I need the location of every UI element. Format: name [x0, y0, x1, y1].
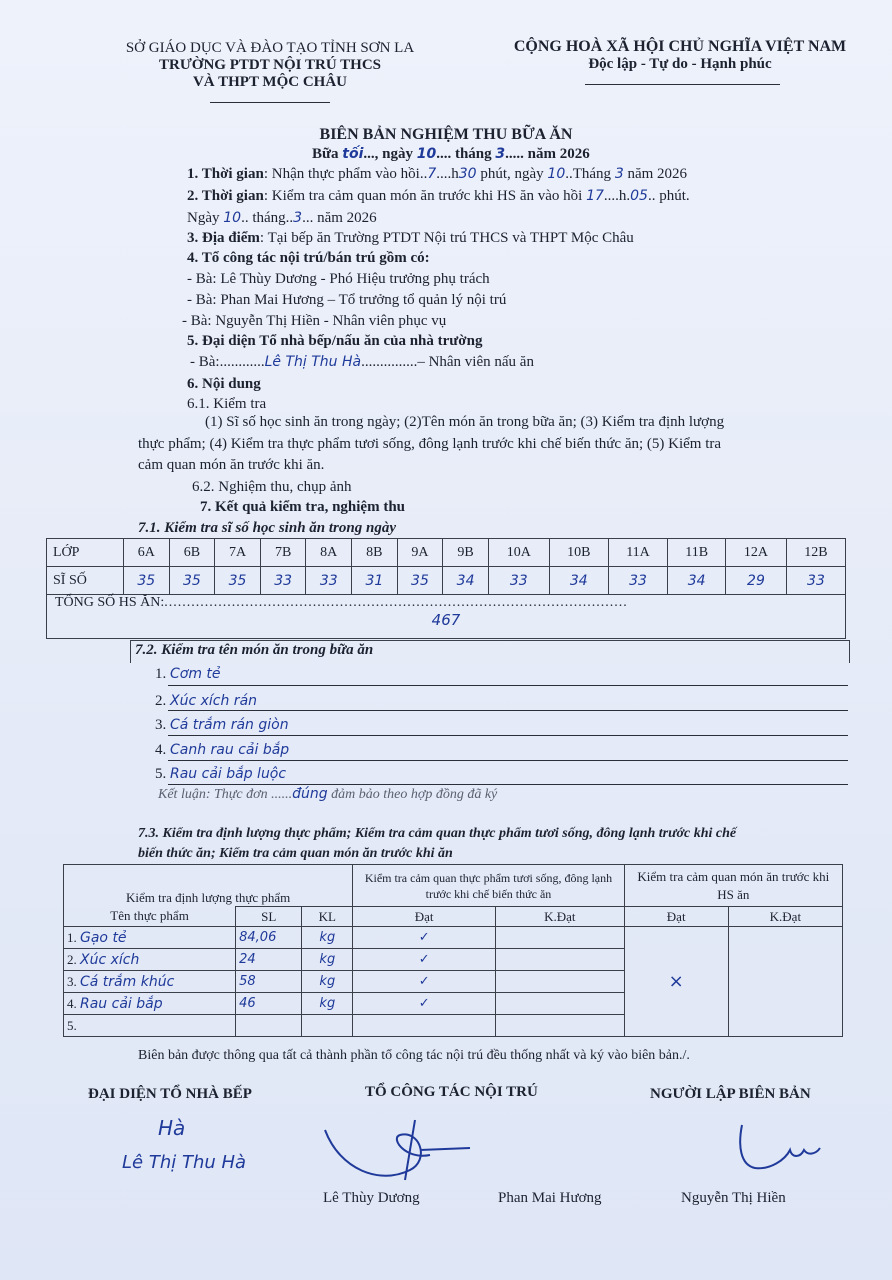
fresh-dat — [353, 1015, 496, 1037]
row-num: 4. — [67, 995, 77, 1011]
dish-line — [168, 784, 848, 785]
section-2-text: : Kiểm tra cảm quan món ăn trước khi HS ăn vào hồi — [263, 188, 583, 204]
section-6-para-1: (1) Sĩ số học sinh ăn trong ngày; (2)Tên món ăn trong bữa ăn; (3) Kiểm tra định lượng — [205, 414, 725, 430]
food-kl: kg — [302, 927, 353, 949]
year-label: năm 2026 — [627, 166, 688, 182]
food-sl: 58 — [236, 971, 302, 993]
class-cell: 12A — [726, 539, 787, 567]
dish-item — [155, 693, 257, 710]
closing-statement: Biên bản được thông qua tất cả thành phần tổ công tác nội trú đều thống nhất và ký vào biên bản./. — [138, 1048, 690, 1063]
writer-name: Nguyễn Thị Hiền — [681, 1190, 786, 1206]
minute-unit-2: .. phút. — [647, 188, 690, 204]
month-label-2: tháng — [252, 210, 286, 226]
conclusion: Kết luận: Thực đơn ......đúng đảm bảo theo hợp đồng đã ký — [158, 786, 498, 802]
class-count-table — [46, 538, 846, 639]
fresh-kdat-header: K.Đạt — [495, 907, 624, 927]
dish-line — [168, 710, 848, 711]
class-row-label: LỚP — [47, 539, 124, 567]
food-name-cell — [64, 971, 236, 993]
school-name-2: VÀ THPT MỘC CHÂU — [192, 74, 348, 90]
food-kl: kg — [302, 949, 353, 971]
section-2-label: 2. Thời gian — [187, 188, 264, 204]
food-name: Cá trắm khúc — [80, 973, 175, 990]
count-row-label: SĨ SỐ — [47, 567, 124, 595]
section-1: 1. Thời gian: Nhận thực phẩm vào hồi..7....h30 phút, ngày 10..Tháng 3 năm 2026 — [187, 166, 688, 182]
dish-item — [155, 717, 289, 734]
total-cell: TỔNG SỐ HS ĂN:....................................................................................................... 467 — [47, 595, 846, 639]
class-cell: 6A — [124, 539, 170, 567]
doc-subtitle — [312, 146, 590, 163]
section-6-label: 6. Nội dung — [187, 376, 261, 392]
fresh-kdat — [495, 1015, 624, 1037]
cook-name: Lê Thị Thu Hà — [264, 354, 362, 370]
team-title: TỔ CÔNG TÁC NỘI TRÚ — [365, 1084, 538, 1100]
minute-unit: phút, ngày — [480, 166, 544, 182]
dish-num: 1. — [155, 666, 167, 682]
check-month: 3 — [293, 210, 303, 226]
dish-name: Canh rau cải bắp — [170, 742, 290, 758]
month-label: Tháng — [572, 166, 612, 182]
name-header: Tên thực phẩm — [64, 907, 236, 927]
count-cell: 33 — [786, 567, 845, 595]
fresh-dat: ✓ — [353, 971, 496, 993]
thang-value: 3 — [495, 146, 506, 162]
count-cell: 34 — [668, 567, 726, 595]
count-row — [47, 567, 846, 595]
food-name: Rau cải bắp — [80, 995, 163, 1012]
header-left — [110, 40, 430, 91]
dish-line — [168, 760, 848, 761]
thang-label: .... tháng — [436, 146, 492, 162]
section-3-label: 3. Địa điểm — [187, 230, 260, 246]
food-sl — [236, 1015, 302, 1037]
section-7-label: 7. Kết quả kiểm tra, nghiệm thu — [200, 499, 406, 515]
section-6-1: 6.1. Kiểm tra — [187, 396, 267, 412]
food-sl: 24 — [236, 949, 302, 971]
count-cell: 34 — [443, 567, 489, 595]
class-cell: 9B — [443, 539, 489, 567]
class-cell: 10B — [549, 539, 608, 567]
section-3-text: : Tại bếp ăn Trường PTDT Nội trú THCS và THPT Mộc Châu — [259, 230, 634, 246]
dish-item — [155, 666, 221, 683]
section-6-para-3: cảm quan món ăn trước khi ăn. — [138, 457, 325, 473]
count-cell: 35 — [124, 567, 170, 595]
section-2: 2. Thời gian: Kiểm tra cảm quan món ăn trước khi HS ăn vào hồi 17....h.05.. phút. — [187, 188, 690, 204]
school-name-1: TRƯỜNG PTDT NỘI TRÚ THCS — [159, 57, 381, 73]
member-2: - Bà: Phan Mai Hương – Tổ trưởng tổ quản lý nội trú — [187, 292, 507, 308]
sense-header: Kiểm tra cảm quan món ăn trước khi HS ăn — [624, 865, 842, 907]
cook-prefix: - Bà: — [190, 354, 220, 370]
fresh-dat: ✓ — [353, 927, 496, 949]
writer-signature — [730, 1120, 830, 1175]
section-7-3-line-2: biến thức ăn; Kiểm tra cảm quan món ăn trước khi ăn — [138, 846, 453, 861]
food-name-cell — [64, 993, 236, 1015]
food-name: Xúc xích — [80, 951, 140, 968]
section-4-label: 4. Tổ công tác nội trú/bán trú gồm có: — [187, 250, 430, 266]
food-sl: 84,06 — [236, 927, 302, 949]
kitchen-handwritten-name: Lê Thị Thu Hà — [122, 1152, 247, 1173]
section-3 — [187, 230, 634, 247]
department-name: SỞ GIÁO DỤC VÀ ĐÀO TẠO TỈNH SƠN LA — [125, 40, 415, 56]
food-name-cell — [64, 927, 236, 949]
cook-role: – Nhân viên nấu ăn — [417, 354, 534, 370]
fresh-dat-header: Đạt — [353, 907, 496, 927]
section-5-label: 5. Đại diện Tổ nhà bếp/nấu ăn của nhà trường — [187, 333, 483, 349]
dish-name: Cá trắm rán giòn — [170, 717, 289, 733]
receive-minute: 30 — [458, 166, 477, 182]
class-cell: 10A — [488, 539, 549, 567]
food-name: Gạo tẻ — [80, 929, 127, 946]
kitchen-title: ĐẠI DIỆN TỔ NHÀ BẾP — [88, 1086, 252, 1102]
header-right-underline — [585, 84, 780, 85]
total-row — [47, 595, 846, 639]
food-name-cell — [64, 949, 236, 971]
national-title: CỘNG HOÀ XÃ HỘI CHỦ NGHĨA VIỆT NAM — [513, 38, 847, 55]
dish-num: 5. — [155, 766, 167, 782]
conclusion-label: Kết luận: Thực đơn — [158, 787, 268, 802]
food-sl: 46 — [236, 993, 302, 1015]
class-cell: 11A — [608, 539, 668, 567]
class-cell: 12B — [786, 539, 845, 567]
food-kl — [302, 1015, 353, 1037]
section-2-date: Ngày 10.. tháng..3... năm 2026 — [187, 210, 377, 226]
hour-unit: h — [451, 166, 459, 182]
count-cell: 29 — [726, 567, 787, 595]
food-kl: kg — [302, 971, 353, 993]
section-1-text: : Nhận thực phẩm vào hồi — [263, 166, 420, 182]
doc-title: BIÊN BẢN NGHIỆM THU BỮA ĂN — [319, 126, 573, 143]
year-label-2: năm 2026 — [317, 210, 377, 226]
kl-header: KL — [302, 907, 353, 927]
class-cell: 8A — [306, 539, 352, 567]
hour-unit-2: h — [618, 188, 627, 204]
row-num: 5. — [67, 1017, 77, 1033]
section-6-2: 6.2. Nghiệm thu, chụp ảnh — [192, 479, 352, 495]
count-cell: 33 — [488, 567, 549, 595]
dish-name: Cơm tẻ — [170, 666, 221, 682]
section-6-para-2: thực phẩm; (4) Kiểm tra thực phẩm tươi sống, đông lạnh trước khi chế biến thức ăn; (5) Kiểm tra — [138, 436, 722, 452]
fresh-kdat — [495, 993, 624, 1015]
dish-name: Rau cải bắp luộc — [170, 766, 287, 782]
count-cell: 35 — [169, 567, 215, 595]
dish-line — [168, 685, 848, 686]
class-cell: 11B — [668, 539, 726, 567]
fresh-kdat — [495, 949, 624, 971]
dish-line — [168, 735, 848, 736]
writer-title: NGƯỜI LẬP BIÊN BẢN — [650, 1086, 811, 1102]
ngay-value: 10 — [416, 146, 437, 162]
count-cell: 35 — [215, 567, 261, 595]
national-motto: Độc lập - Tự do - Hạnh phúc — [588, 56, 772, 72]
team-name-2: Phan Mai Hương — [498, 1190, 602, 1206]
sl-header: SL — [236, 907, 302, 927]
class-cell: 7B — [260, 539, 306, 567]
dish-num: 4. — [155, 742, 167, 758]
receive-month: 3 — [614, 166, 624, 182]
row-num: 3. — [67, 973, 77, 989]
count-cell: 33 — [608, 567, 668, 595]
total-value: 467 — [431, 611, 461, 629]
food-name-cell — [64, 1015, 236, 1037]
conclusion-value: đúng — [292, 786, 328, 802]
fresh-dat: ✓ — [353, 949, 496, 971]
class-cell: 8B — [352, 539, 398, 567]
section-7-2-label: 7.2. Kiểm tra tên món ăn trong bữa ăn — [135, 642, 374, 658]
bua-value: tối — [342, 146, 364, 162]
food-kl: kg — [302, 993, 353, 1015]
quant-header: Kiểm tra định lượng thực phẩm — [64, 865, 353, 907]
member-3: - Bà: Nguyễn Thị Hiền - Nhân viên phục vụ — [182, 313, 447, 329]
dish-num: 2. — [155, 693, 167, 709]
check-minute: 05 — [630, 188, 648, 204]
header-left-underline — [210, 102, 330, 103]
kitchen-signature: Hà — [158, 1116, 186, 1140]
bua-label: Bữa — [312, 146, 339, 162]
class-cell: 7A — [215, 539, 261, 567]
count-cell: 33 — [260, 567, 306, 595]
dish-item — [155, 742, 289, 759]
check-hour: 17 — [586, 188, 604, 204]
dish-num: 3. — [155, 717, 167, 733]
count-cell: 33 — [306, 567, 352, 595]
check-day: 10 — [223, 210, 242, 226]
sense-kdat — [728, 927, 842, 1037]
class-cell: 9A — [397, 539, 443, 567]
count-cell: 35 — [397, 567, 443, 595]
fresh-kdat — [495, 927, 624, 949]
total-label: TỔNG SỐ HS ĂN: — [55, 595, 165, 610]
fresh-header: Kiểm tra cảm quan thực phẩm tươi sống, đông lạnh trước khi chế biến thức ăn — [353, 865, 624, 907]
row-num: 1. — [67, 929, 77, 945]
table-row — [64, 927, 843, 949]
sense-dat-header: Đạt — [624, 907, 728, 927]
class-row — [47, 539, 846, 567]
ngay-label: ..., ngày — [363, 146, 413, 162]
dish-name: Xúc xích rán — [170, 693, 258, 709]
row-num: 2. — [67, 951, 77, 967]
day-label-2: Ngày — [187, 210, 220, 226]
fresh-kdat — [495, 971, 624, 993]
receive-hour: 7 — [427, 166, 437, 182]
section-1-label: 1. Thời gian — [187, 166, 264, 182]
nam-label: ..... năm 2026 — [505, 146, 590, 162]
header-right — [480, 38, 880, 73]
sense-dat: × — [624, 927, 728, 1037]
section-7-1-label: 7.1. Kiểm tra sĩ số học sinh ăn trong ngày — [138, 520, 396, 536]
count-cell: 34 — [549, 567, 608, 595]
sense-kdat-header: K.Đạt — [728, 907, 842, 927]
fresh-dat: ✓ — [353, 993, 496, 1015]
section-7-3-line-1: 7.3. Kiểm tra định lượng thực phẩm; Kiểm tra cảm quan thực phẩm tươi sống, đông lạnh trước khi chế — [138, 826, 737, 841]
member-1: - Bà: Lê Thùy Dương - Phó Hiệu trưởng phụ trách — [187, 271, 490, 287]
conclusion-text: đảm bảo theo hợp đồng đã ký — [331, 787, 498, 802]
inspection-table — [63, 864, 843, 1037]
dish-item — [155, 766, 286, 783]
section-5-line: - Bà:............Lê Thị Thu Hà...............– Nhân viên nấu ăn — [190, 354, 534, 370]
count-cell: 31 — [352, 567, 398, 595]
team-name-1: Lê Thùy Dương — [323, 1190, 420, 1206]
receive-day: 10 — [547, 166, 566, 182]
team-signature — [320, 1110, 480, 1190]
class-cell: 6B — [169, 539, 215, 567]
